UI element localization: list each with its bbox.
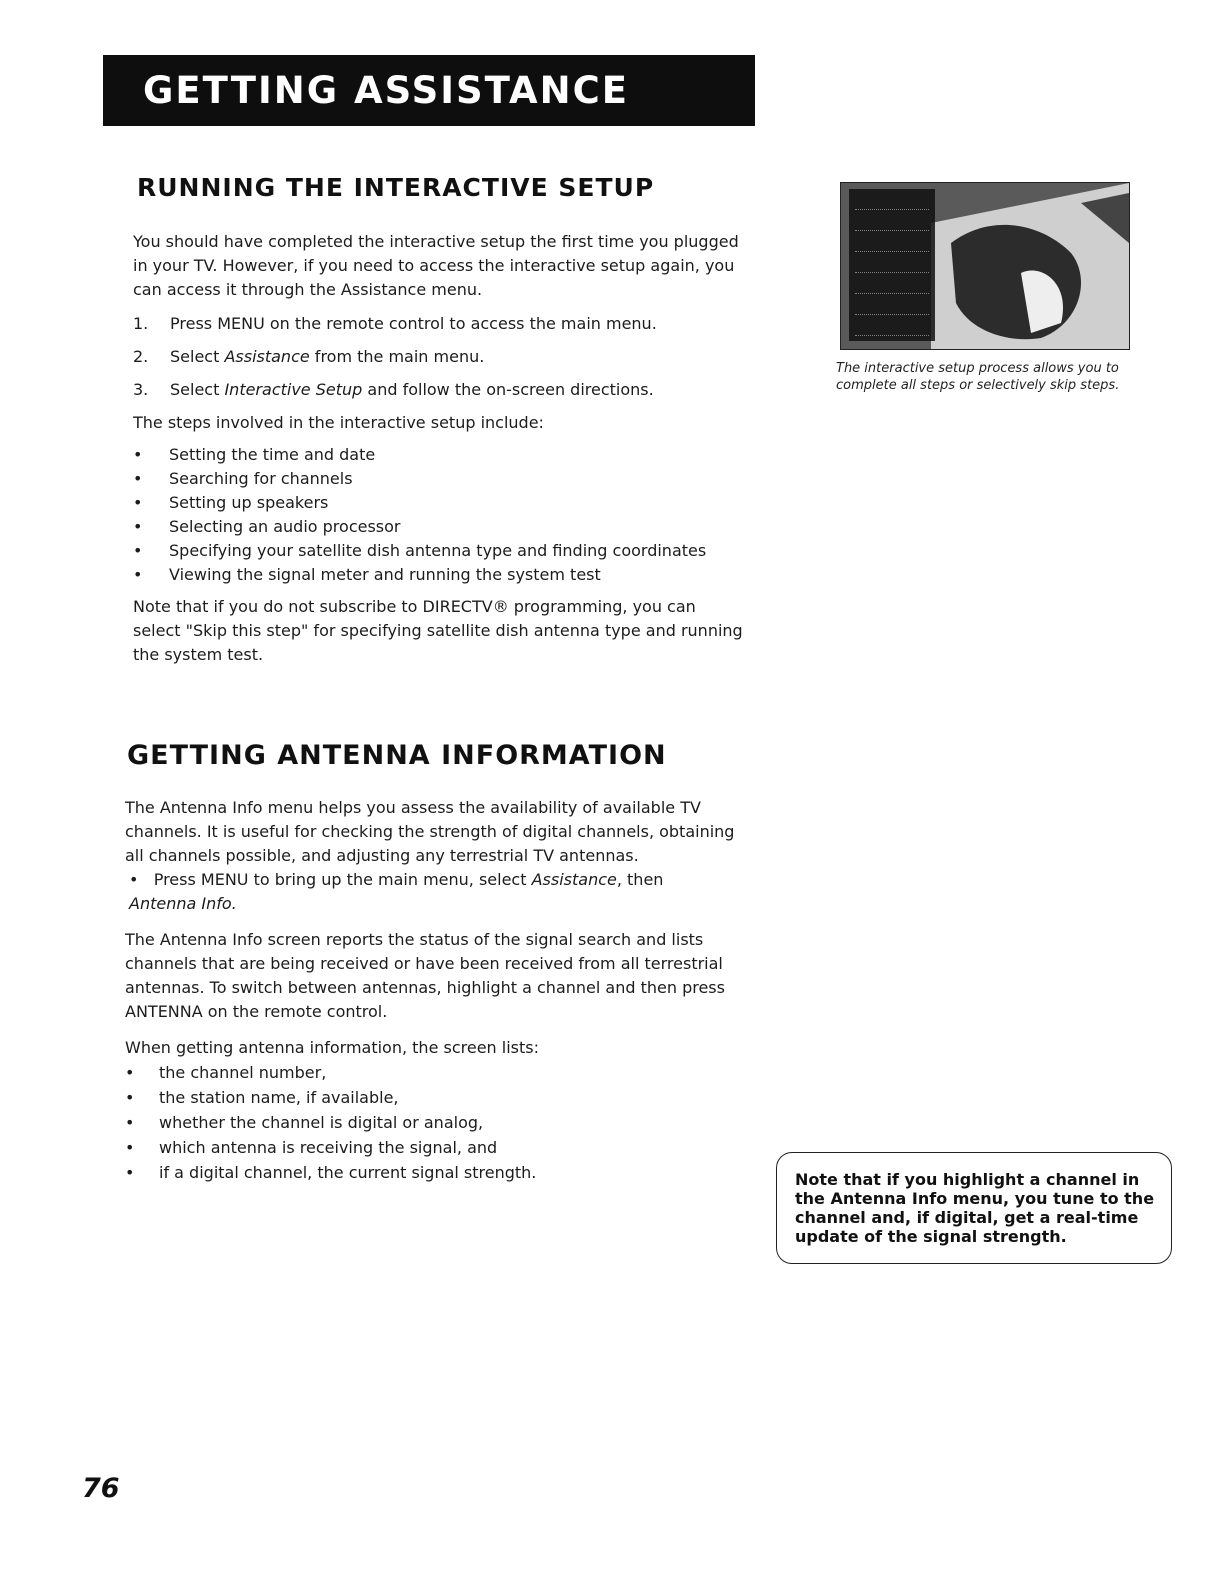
- list-item: • Setting the time and date: [133, 443, 743, 467]
- list-item: • the channel number,: [125, 1060, 735, 1085]
- antenna-report-text: The Antenna Info screen reports the status of the signal search and lists channels that are being received or have been received from all terrestrial antennas. To switch between antennas, highlight a channel and then press ANTENNA on the remote control.: [125, 930, 725, 1021]
- list-item: • whether the channel is digital or analog,: [125, 1110, 735, 1135]
- list-item: • Specifying your satellite dish antenna type and finding coordinates: [133, 539, 743, 563]
- section2-intro: The Antenna Info menu helps you assess the availability of available TV channels. It is useful for checking the strength of digital channels, obtaining all channels possible, and adjusting any terrestrial TV antennas.: [125, 798, 735, 865]
- list-item: 1. Press MENU on the remote control to access the main menu.: [133, 314, 657, 333]
- interactive-setup-screen-photo: [840, 182, 1130, 350]
- setup-bullets-list: [133, 443, 743, 587]
- lists-intro: When getting antenna information, the screen lists:: [125, 1038, 539, 1057]
- photo-caption: The interactive setup process allows you to complete all steps or selectively skip steps.: [836, 361, 1120, 393]
- antenna-note-text: Note that if you highlight a channel in the Antenna Info menu, you tune to the channel and, if digital, get a real-time update of the signal strength.: [795, 1170, 1155, 1246]
- onscreen-menu-overlay: [849, 189, 935, 341]
- list-item: • Viewing the signal meter and running the system test: [133, 563, 743, 587]
- directv-note: Note that if you do not subscribe to DIRECTV® programming, you can select "Skip this step" for specifying satellite dish antenna type and running the system test.: [133, 597, 743, 664]
- list-item: • the station name, if available,: [125, 1085, 735, 1110]
- list-item: 3. Select Interactive Setup and follow the on-screen directions.: [133, 380, 654, 399]
- list-item: • Selecting an audio processor: [133, 515, 743, 539]
- steps-intro: The steps involved in the interactive setup include:: [133, 413, 544, 432]
- section-title-interactive-setup: RUNNING THE INTERACTIVE SETUP: [137, 173, 655, 202]
- list-item: • which antenna is receiving the signal, and: [125, 1135, 735, 1160]
- chapter-title: GETTING ASSISTANCE: [143, 69, 630, 112]
- setup-steps-list: [133, 312, 743, 402]
- chapter-banner: [103, 55, 755, 126]
- page-number: 76: [82, 1473, 120, 1504]
- section1-intro: You should have completed the interactive setup the first time you plugged in your TV. However, if you need to access the interactive setup again, you can access it through the Assistance menu.: [133, 232, 739, 299]
- list-item: • Setting up speakers: [133, 491, 743, 515]
- section-title-antenna-info: GETTING ANTENNA INFORMATION: [127, 740, 667, 771]
- antenna-note-box: [776, 1152, 1172, 1264]
- section2-body: [125, 796, 735, 1185]
- antenna-bullets-list: [125, 1060, 735, 1185]
- press-menu-instruction: • Press MENU to bring up the main menu, select Assistance, then Antenna Info.: [129, 870, 664, 913]
- list-item: • Searching for channels: [133, 467, 743, 491]
- list-item: 2. Select Assistance from the main menu.: [133, 347, 485, 366]
- section1-body: [133, 230, 743, 667]
- list-item: • if a digital channel, the current signal strength.: [125, 1160, 735, 1185]
